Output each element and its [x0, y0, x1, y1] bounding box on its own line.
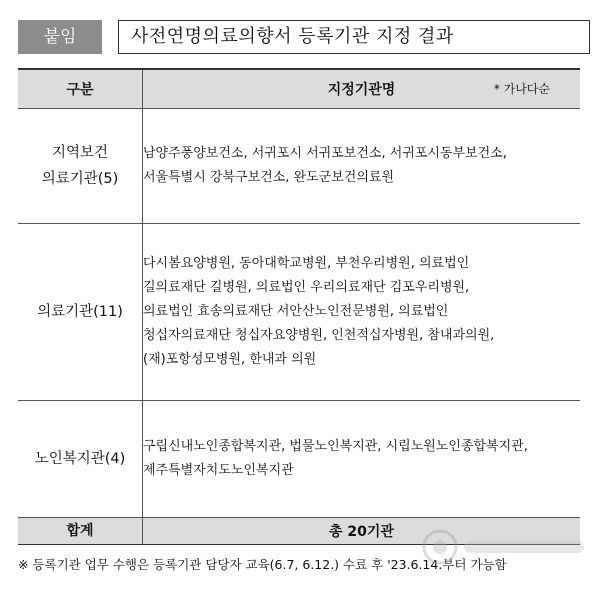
- title-row: [18, 18, 580, 58]
- category-cell: [18, 109, 143, 224]
- institution-names-cell: [143, 224, 581, 401]
- institution-line: 구립신내노인종합복지관, 법물노인복지관, 시립노원노인종합복지관,: [143, 439, 528, 454]
- header-category: 구분: [18, 69, 143, 109]
- institution-names-cell: [143, 401, 581, 518]
- category-line: 의료기관(11): [37, 304, 123, 320]
- sort-note: * 가나다순: [493, 82, 550, 96]
- table-row: [18, 224, 580, 401]
- header-institution-names: [143, 69, 581, 109]
- category-cell: [18, 224, 143, 401]
- total-label: 합계: [18, 518, 143, 545]
- footnote: ※ 등록기관 업무 수행은 등록기관 담당자 교육(6.7, 6.12.) 수료 후 '23.6.14.부터 가능함: [18, 557, 507, 572]
- table-row: [18, 109, 580, 224]
- header-names-label: 지정기관명: [327, 82, 396, 98]
- total-value: 총 20기관: [143, 518, 581, 545]
- institution-line: 의료법인 효송의료재단 서안산노인전문병원, 의료법인: [143, 304, 449, 319]
- attachment-badge: 붙임: [18, 20, 102, 54]
- institution-line: (재)포항성모병원, 한내과 의원: [143, 352, 317, 367]
- table-header-row: [18, 69, 580, 109]
- institution-line: 다시봄요양병원, 동아대학교병원, 부천우리병원, 의료법인: [143, 256, 470, 271]
- institution-line: 남양주풍양보건소, 서귀포시 서귀포보건소, 서귀포시동부보건소,: [143, 146, 507, 161]
- institution-line: 청십자의료재단 청십자요양병원, 인천적십자병원, 참내과의원,: [143, 328, 495, 343]
- total-row: [18, 518, 580, 545]
- category-cell: [18, 401, 143, 518]
- designation-table: [18, 68, 580, 545]
- institution-line: 서울특별시 강북구보건소, 완도군보건의료원: [143, 170, 394, 185]
- institution-line: 길의료재단 길병원, 의료법인 우리의료재단 김포우리병원,: [143, 280, 470, 295]
- document-title: 사전연명의료의향서 등록기관 지정 결과: [118, 20, 590, 54]
- institution-line: 제주특별자치도노인복지관: [143, 463, 294, 478]
- table-row: [18, 401, 580, 518]
- institution-names-cell: [143, 109, 581, 224]
- category-line: 노인복지관(4): [34, 451, 126, 467]
- category-line: 의료기관(5): [41, 171, 119, 187]
- category-line: 지역보건: [51, 145, 109, 161]
